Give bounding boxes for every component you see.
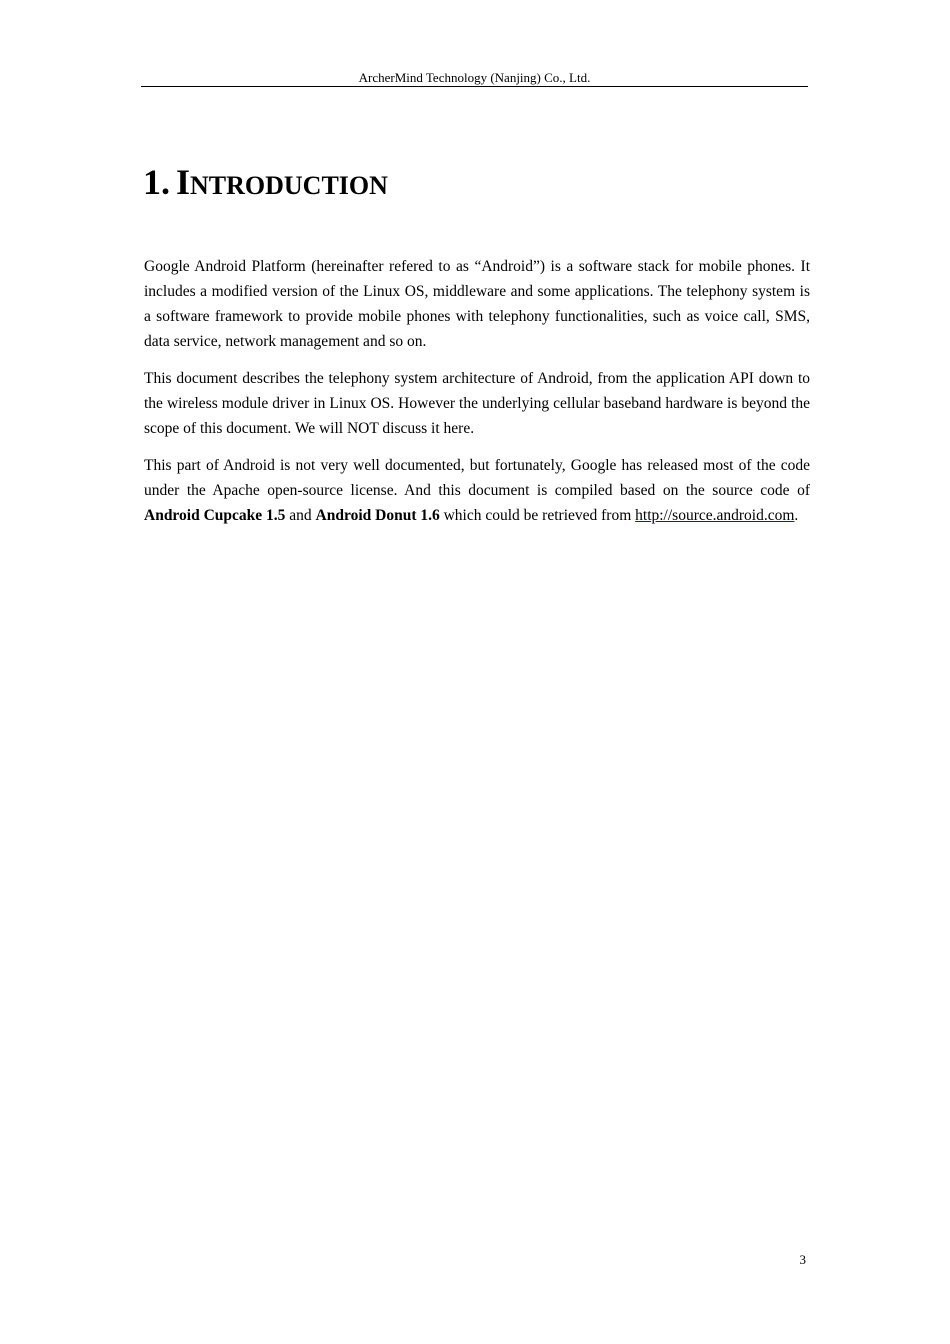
header-rule: [141, 86, 808, 87]
body-text: [144, 254, 810, 540]
section-number: 1.: [143, 162, 170, 202]
section-heading: [143, 160, 388, 208]
paragraph-3-text-4: .: [794, 507, 799, 524]
paragraph-3-text-1: This part of Android is not very well documented, but fortunately, Google has released most of the code under the Apache open-source license. And this document is compiled based on the source code of: [144, 457, 810, 499]
paragraph-3-text-2: and: [285, 507, 316, 524]
android-donut-version: Android Donut 1.6: [315, 507, 440, 524]
page-header: ArcherMind Technology (Nanjing) Co., Ltd.: [358, 70, 591, 85]
section-title-rest: NTRODUCTION: [190, 171, 388, 200]
page-number: 3: [799, 1252, 806, 1267]
section-title-initial: I: [176, 162, 191, 202]
source-android-link[interactable]: http://source.android.com: [635, 507, 795, 524]
paragraph-3-text-3: which could be retrieved from: [439, 507, 636, 524]
paragraph-3: [144, 453, 810, 528]
paragraph-2: This document describes the telephony system architecture of Android, from the application API down to the wireless module driver in Linux OS. However the underlying cellular baseband hardware is beyond the scope of this document. We will NOT discuss it here.: [144, 370, 810, 437]
paragraph-1: Google Android Platform (hereinafter refered to as “Android”) is a software stack for mobile phones. It includes a modified version of the Linux OS, middleware and some applications. The telephony system is a software framework to provide mobile phones with telephony functionalities, such as voice call, SMS, data service, network management and so on.: [144, 258, 810, 350]
android-cupcake-version: Android Cupcake 1.5: [144, 507, 286, 524]
